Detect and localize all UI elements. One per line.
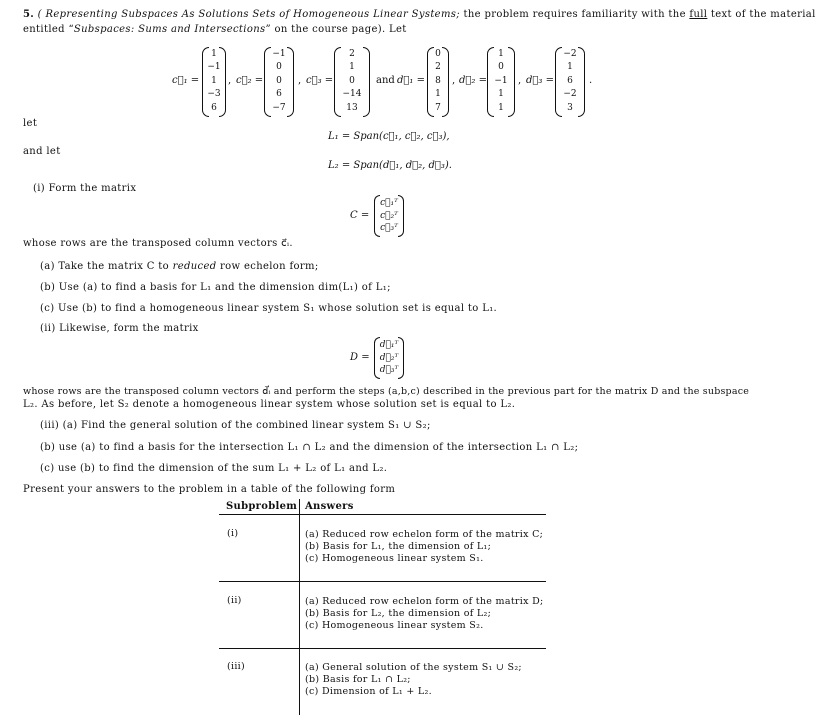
- d2-entry: 1: [498, 49, 504, 59]
- problem-header: [23, 9, 816, 20]
- answer-line: (c) Dimension of L₁ + L₂.: [305, 686, 432, 697]
- c3-entry: 1: [349, 62, 355, 73]
- c2-entry: 0: [276, 75, 282, 86]
- part-i-b: (b) Use (a) to find a basis for L₁ and the dimension dim(L₁) of L₁;: [40, 282, 391, 293]
- c1-entry: 1: [211, 49, 217, 59]
- c1-label: c⃗₁ =: [172, 75, 200, 86]
- table-row-sub: (iii): [227, 661, 246, 672]
- answer-line: (b) Basis for L₁ ∩ L₂;: [305, 674, 411, 685]
- d2-entry: 1: [498, 89, 504, 100]
- c3-sep: and: [376, 75, 395, 86]
- problem-line2: [23, 24, 407, 35]
- d3-entry: −2: [563, 49, 577, 59]
- answer-line: (a) Reduced row echelon form of the matrix C;: [305, 529, 544, 540]
- c1-entry: −1: [207, 62, 221, 73]
- d3-entry: 6: [567, 75, 573, 86]
- c2-entry: 6: [276, 89, 282, 100]
- intro-a: the problem requires familiarity with the: [463, 9, 686, 20]
- d1-entry: 2: [435, 62, 441, 73]
- c3-entry: 2: [349, 49, 355, 59]
- part-iii-c: (c) use (b) to find the dimension of the sum L₁ + L₂ of L₁ and L₂.: [40, 463, 388, 474]
- d1-label: d⃗₁ =: [397, 75, 425, 86]
- and-let-word: and let: [23, 146, 61, 157]
- part-i-a-post: row echelon form;: [220, 261, 319, 272]
- d2-label: d⃗₂ =: [459, 75, 487, 86]
- table-divider: [299, 499, 300, 715]
- table-row-rule: [219, 581, 546, 582]
- matrix-c: [374, 195, 404, 237]
- d3-label: d⃗₃ =: [526, 75, 554, 86]
- part-ii-after1: whose rows are the transposed column vectors d⃗ᵢ and perform the steps (a,b,c) described in the previous part for the matrix D and the subspace: [23, 386, 750, 397]
- line2-b: ” on the course page). Let: [265, 24, 407, 35]
- d2-sep: ,: [518, 75, 522, 86]
- c1-entry: −3: [207, 89, 221, 100]
- line2-a: entitled “: [23, 24, 74, 35]
- answer-line: (c) Homogeneous linear system S₂.: [305, 620, 484, 631]
- table-header-rule: [219, 514, 546, 515]
- table-header-answers: Answers: [305, 501, 354, 512]
- c3-entry: 13: [346, 102, 358, 113]
- table-row-answer: [305, 596, 544, 632]
- d1-entry: 8: [435, 75, 441, 86]
- d1-entry: 7: [435, 102, 441, 113]
- part-iii-a: (iii) (a) Find the general solution of the combined linear system S₁ ∪ S₂;: [40, 420, 431, 431]
- matrix-c-row: c⃗₁ᵀ: [380, 198, 398, 208]
- part-i-a-pre: (a) Take the matrix C to: [40, 261, 170, 272]
- answer-line: (a) Reduced row echelon form of the matrix D;: [305, 596, 544, 607]
- present-instruction: Present your answers to the problem in a table of the following form: [23, 484, 396, 495]
- table-row-sub: (ii): [227, 595, 242, 606]
- c2-entry: −7: [272, 102, 286, 113]
- table-row-answer: [305, 529, 543, 565]
- span-l2: L₂ = Span(d⃗₁, d⃗₂, d⃗₃).: [328, 160, 452, 171]
- intro-full: full: [689, 9, 708, 20]
- d2-entry: 1: [498, 102, 504, 113]
- problem-title: ( Representing Subspaces As Solutions Sets of Homogeneous Linear Systems;: [37, 9, 460, 20]
- c2-label: c⃗₂ =: [236, 75, 264, 86]
- c2-entry: 0: [276, 62, 282, 73]
- vector-c1: [202, 47, 226, 117]
- answer-line: (a) General solution of the system S₁ ∪ S₂;: [305, 662, 522, 673]
- c1-entry: 1: [211, 75, 217, 86]
- answer-line: (b) Basis for L₂, the dimension of L₂;: [305, 608, 492, 619]
- d3-entry: −2: [563, 89, 577, 100]
- part-i-heading: (i) Form the matrix: [33, 183, 137, 194]
- problem-number: 5.: [23, 9, 35, 20]
- part-iii-b: (b) use (a) to find a basis for the intersection L₁ ∩ L₂ and the dimension of the intersection L₁ ∩ L₂;: [40, 442, 579, 453]
- let-word: let: [23, 118, 38, 129]
- part-ii-after2: L₂. As before, let S₂ denote a homogeneous linear system whose solution set is equal to L₂.: [23, 399, 516, 410]
- intro-b: text of the material: [710, 9, 816, 20]
- c2-entry: −1: [272, 49, 286, 59]
- matrix-d-row: d⃗₃ᵀ: [379, 365, 399, 376]
- d3-entry: 3: [567, 102, 573, 113]
- table-row-rule: [219, 648, 546, 649]
- c2-sep: ,: [298, 75, 302, 86]
- vector-c3: [334, 47, 370, 117]
- span-l1: L₁ = Span(c⃗₁, c⃗₂, c⃗₃),: [328, 131, 450, 142]
- d1-sep: ,: [452, 75, 456, 86]
- d1-entry: 0: [435, 49, 441, 59]
- d2-entry: 0: [498, 62, 504, 73]
- matrix-c-label: C =: [350, 210, 370, 221]
- table-row-answer: [305, 662, 522, 698]
- part-i-a: [40, 261, 319, 272]
- part-i-after: whose rows are the transposed column vectors c⃗ᵢ.: [23, 238, 293, 249]
- matrix-d-row: d⃗₂ᵀ: [379, 352, 399, 363]
- matrix-d-row: d⃗₁ᵀ: [379, 340, 399, 350]
- table-row-sub: (i): [227, 528, 239, 539]
- matrix-c-row: c⃗₂ᵀ: [380, 210, 398, 221]
- d3-sep: .: [589, 75, 593, 86]
- vector-d3: [555, 47, 585, 117]
- c1-entry: 6: [211, 102, 217, 113]
- d1-entry: 1: [435, 89, 441, 100]
- vector-c2: [264, 47, 294, 117]
- part-i-c: (c) Use (b) to find a homogeneous linear system S₁ whose solution set is equal to L₁.: [40, 303, 498, 314]
- matrix-d: [374, 337, 404, 379]
- answer-line: (b) Basis for L₁, the dimension of L₁;: [305, 541, 492, 552]
- answer-line: (c) Homogeneous linear system S₁.: [305, 553, 484, 564]
- line2-title: Subspaces: Sums and Intersections: [73, 24, 266, 35]
- d3-entry: 1: [567, 62, 573, 73]
- c3-label: c⃗₃ =: [306, 75, 334, 86]
- table-header-subproblem: Subproblem: [226, 501, 298, 512]
- vector-d1: [427, 47, 449, 117]
- d2-entry: −1: [494, 75, 508, 86]
- part-ii-heading: (ii) Likewise, form the matrix: [40, 323, 199, 334]
- vector-d2: [487, 47, 515, 117]
- c1-sep: ,: [228, 75, 232, 86]
- c3-entry: 0: [349, 75, 355, 86]
- matrix-c-row: c⃗₃ᵀ: [380, 223, 398, 234]
- matrix-d-label: D =: [350, 352, 370, 363]
- part-i-a-em: reduced: [172, 261, 217, 272]
- c3-entry: −14: [342, 89, 362, 100]
